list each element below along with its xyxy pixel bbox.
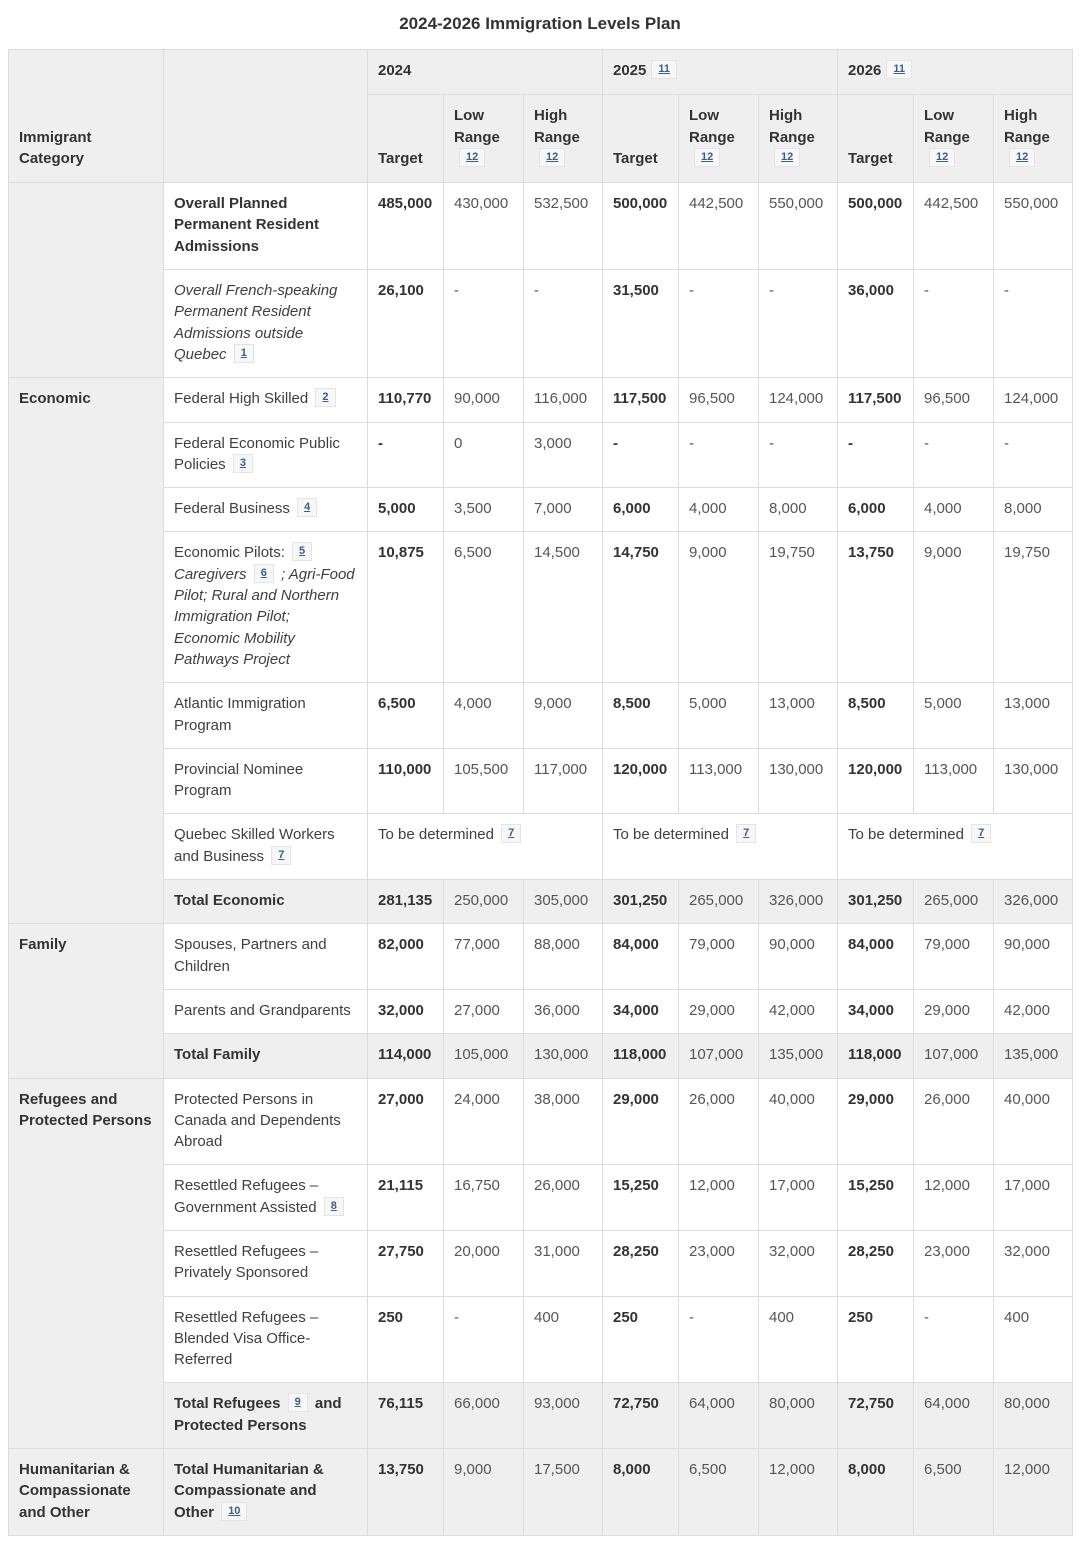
range-cell: 9,000 (524, 683, 603, 749)
target-cell: 110,770 (368, 378, 444, 422)
range-cell: 135,000 (994, 1034, 1073, 1078)
col-header-target: Target (368, 95, 444, 183)
range-cell: 4,000 (444, 683, 524, 749)
category-cell (9, 183, 164, 378)
target-cell: - (603, 422, 679, 488)
target-cell: 10,875 (368, 532, 444, 683)
range-cell: 40,000 (759, 1078, 838, 1165)
table-row (9, 270, 1073, 378)
target-cell: 76,115 (368, 1383, 444, 1449)
col-header-high-range: High Range 12 (759, 95, 838, 183)
range-cell: 90,000 (444, 378, 524, 422)
footnote-link-6[interactable]: 6 (254, 564, 274, 583)
row-label-cell (164, 1034, 368, 1078)
range-cell: 400 (994, 1296, 1073, 1383)
range-cell: 90,000 (994, 924, 1073, 990)
range-cell: - (994, 270, 1073, 378)
col-header-high-range: High Range 12 (524, 95, 603, 183)
range-cell: 116,000 (524, 378, 603, 422)
row-label-cell (164, 270, 368, 378)
table-body (9, 183, 1073, 1536)
range-cell: 135,000 (759, 1034, 838, 1078)
range-cell: 8,000 (759, 488, 838, 532)
range-cell: 26,000 (524, 1165, 603, 1231)
table-row (9, 1230, 1073, 1296)
range-cell: 23,000 (679, 1230, 759, 1296)
target-cell: 250 (838, 1296, 914, 1383)
range-cell: 77,000 (444, 924, 524, 990)
category-cell: Refugees and Protected Persons (9, 1078, 164, 1449)
range-cell: - (679, 270, 759, 378)
range-cell: - (679, 1296, 759, 1383)
row-label-cell (164, 1165, 368, 1231)
range-cell: 29,000 (914, 989, 994, 1033)
range-cell: 24,000 (444, 1078, 524, 1165)
range-cell: - (759, 270, 838, 378)
target-cell: 250 (603, 1296, 679, 1383)
target-cell: 84,000 (603, 924, 679, 990)
label-text: Caregivers (174, 565, 251, 583)
col-header-low-range: Low Range 12 (444, 95, 524, 183)
target-cell: 72,750 (838, 1383, 914, 1449)
range-cell: 117,000 (524, 748, 603, 814)
range-cell: 19,750 (994, 532, 1073, 683)
row-label-cell (164, 532, 368, 683)
table-row (9, 989, 1073, 1033)
range-cell: 23,000 (914, 1230, 994, 1296)
range-cell: - (994, 422, 1073, 488)
target-cell: 15,250 (838, 1165, 914, 1231)
table-header (9, 50, 1073, 183)
range-cell: 7,000 (524, 488, 603, 532)
target-cell: 120,000 (603, 748, 679, 814)
range-cell: 326,000 (759, 880, 838, 924)
label-text: Spouses, Partners and Children (174, 936, 327, 975)
row-label-cell (164, 989, 368, 1033)
range-cell: 113,000 (679, 748, 759, 814)
col-header-high-range: High Range 12 (994, 95, 1073, 183)
target-cell: 110,000 (368, 748, 444, 814)
range-cell: 19,750 (759, 532, 838, 683)
range-cell: 442,500 (679, 183, 759, 270)
range-cell: - (524, 270, 603, 378)
target-cell: 84,000 (838, 924, 914, 990)
table-row (9, 748, 1073, 814)
category-cell: Family (9, 924, 164, 1078)
footnote-link-12[interactable]: 12 (929, 148, 955, 167)
label-text: Total Family (174, 1046, 261, 1064)
range-cell: 130,000 (524, 1034, 603, 1078)
table-row (9, 1078, 1073, 1165)
target-cell: 8,500 (838, 683, 914, 749)
target-cell: 118,000 (603, 1034, 679, 1078)
range-cell: 13,000 (994, 683, 1073, 749)
target-cell: 6,000 (603, 488, 679, 532)
range-cell: 532,500 (524, 183, 603, 270)
target-cell: 8,000 (838, 1449, 914, 1536)
tbd-cell: To be determined 7 (838, 814, 1073, 880)
target-cell: 28,250 (838, 1230, 914, 1296)
table-row (9, 532, 1073, 683)
target-cell: 301,250 (603, 880, 679, 924)
target-cell: 82,000 (368, 924, 444, 990)
row-label-cell (164, 1296, 368, 1383)
range-cell: 14,500 (524, 532, 603, 683)
range-cell: 79,000 (914, 924, 994, 990)
year-label: 2026 (848, 62, 882, 79)
row-label-cell (164, 488, 368, 532)
header-row-years (9, 50, 1073, 95)
range-cell: 0 (444, 422, 524, 488)
table-row (9, 1165, 1073, 1231)
col-header-target: Target (603, 95, 679, 183)
range-cell: 17,500 (524, 1449, 603, 1536)
range-cell: 400 (759, 1296, 838, 1383)
table-row (9, 880, 1073, 924)
range-cell: 124,000 (994, 378, 1073, 422)
range-cell: 80,000 (994, 1383, 1073, 1449)
range-cell: 6,500 (914, 1449, 994, 1536)
range-cell: 8,000 (994, 488, 1073, 532)
tbd-cell: To be determined 7 (368, 814, 603, 880)
range-cell: 130,000 (994, 748, 1073, 814)
footnote-link-9[interactable]: 9 (288, 1393, 308, 1412)
row-label-cell (164, 1078, 368, 1165)
label-text: Overall French-speaking Permanent Resident Admissions outside Quebec (174, 282, 338, 363)
range-cell: - (444, 270, 524, 378)
footnote-link-11[interactable]: 11 (651, 60, 677, 79)
footnote-link-12[interactable]: 12 (539, 148, 565, 167)
range-cell: 124,000 (759, 378, 838, 422)
footnote-link-7[interactable]: 7 (971, 824, 991, 843)
footnote-link-8[interactable]: 8 (324, 1197, 344, 1216)
range-cell: - (914, 1296, 994, 1383)
range-cell: 80,000 (759, 1383, 838, 1449)
range-cell: 27,000 (444, 989, 524, 1033)
category-cell: Humanitarian & Compassionate and Other (9, 1449, 164, 1536)
target-cell: 31,500 (603, 270, 679, 378)
label-text: ; Agri-Food Pilot; Rural and Northern Immigration Pilot; Economic Mobility Pathways Project (174, 565, 355, 668)
range-cell: 6,500 (444, 532, 524, 683)
target-cell: 118,000 (838, 1034, 914, 1078)
range-cell: - (914, 270, 994, 378)
label-text: Quebec Skilled Workers and Business (174, 826, 335, 865)
label-text: Resettled Refugees – Blended Visa Office-Referred (174, 1308, 319, 1369)
range-cell: 442,500 (914, 183, 994, 270)
range-cell: 5,000 (679, 683, 759, 749)
row-label-cell (164, 1230, 368, 1296)
range-cell: 17,000 (759, 1165, 838, 1231)
range-cell: 26,000 (914, 1078, 994, 1165)
range-cell: 29,000 (679, 989, 759, 1033)
range-cell: 326,000 (994, 880, 1073, 924)
label-text: Resettled Refugees – Government Assisted (174, 1177, 321, 1216)
label-text: Total Refugees (174, 1395, 285, 1413)
range-cell: - (679, 422, 759, 488)
footnote-link-4[interactable]: 4 (297, 498, 317, 517)
table-row (9, 1449, 1073, 1536)
range-cell: 430,000 (444, 183, 524, 270)
range-cell: 400 (524, 1296, 603, 1383)
table-row (9, 1296, 1073, 1383)
target-cell: 13,750 (368, 1449, 444, 1536)
footnote-link-12[interactable]: 12 (1009, 148, 1035, 167)
range-cell: 12,000 (759, 1449, 838, 1536)
range-cell: 12,000 (679, 1165, 759, 1231)
footnote-link-10[interactable]: 10 (221, 1502, 247, 1521)
range-cell: 265,000 (679, 880, 759, 924)
range-cell: 32,000 (994, 1230, 1073, 1296)
row-label-cell (164, 748, 368, 814)
range-cell: 90,000 (759, 924, 838, 990)
row-label-cell (164, 880, 368, 924)
target-cell: 120,000 (838, 748, 914, 814)
year-label: 2024 (378, 62, 412, 79)
range-cell: 105,500 (444, 748, 524, 814)
target-cell: - (838, 422, 914, 488)
target-cell: 28,250 (603, 1230, 679, 1296)
spacer-header (164, 50, 368, 183)
table-row (9, 683, 1073, 749)
table-row (9, 924, 1073, 990)
range-cell: 550,000 (994, 183, 1073, 270)
range-cell: 13,000 (759, 683, 838, 749)
range-cell: 79,000 (679, 924, 759, 990)
target-cell: 250 (368, 1296, 444, 1383)
range-cell: 4,000 (914, 488, 994, 532)
table-row (9, 1034, 1073, 1078)
target-cell: - (368, 422, 444, 488)
label-text: Atlantic Immigration Program (174, 695, 306, 734)
label-text: Economic Pilots: (174, 544, 290, 562)
range-cell: - (914, 422, 994, 488)
range-cell: - (444, 1296, 524, 1383)
col-header-low-range: Low Range 12 (679, 95, 759, 183)
range-cell: 3,500 (444, 488, 524, 532)
label-text: Resettled Refugees – Privately Sponsored (174, 1242, 319, 1282)
range-cell: 66,000 (444, 1383, 524, 1449)
range-cell: 305,000 (524, 880, 603, 924)
col-header-low-range: Low Range 12 (914, 95, 994, 183)
range-cell: 6,500 (679, 1449, 759, 1536)
label-text: Parents and Grandparents (174, 1001, 351, 1019)
row-label-cell (164, 183, 368, 270)
range-cell: 12,000 (914, 1165, 994, 1231)
target-cell: 32,000 (368, 989, 444, 1033)
range-cell: 64,000 (679, 1383, 759, 1449)
range-cell: 130,000 (759, 748, 838, 814)
corner-header-immigrant-category: Immigrant Category (9, 50, 164, 183)
footnote-link-7[interactable]: 7 (271, 846, 291, 865)
footnote-link-7[interactable]: 7 (736, 824, 756, 843)
target-cell: 117,500 (603, 378, 679, 422)
table-row (9, 1383, 1073, 1449)
target-cell: 117,500 (838, 378, 914, 422)
range-cell: 9,000 (914, 532, 994, 683)
target-cell: 8,000 (603, 1449, 679, 1536)
target-cell: 72,750 (603, 1383, 679, 1449)
range-cell: 16,750 (444, 1165, 524, 1231)
range-cell: 40,000 (994, 1078, 1073, 1165)
footnote-link-7[interactable]: 7 (501, 824, 521, 843)
row-label-cell (164, 924, 368, 990)
footnote-link-5[interactable]: 5 (292, 542, 312, 561)
table-row (9, 378, 1073, 422)
range-cell: 38,000 (524, 1078, 603, 1165)
label-text: and Protected Persons (174, 1395, 342, 1434)
target-cell: 27,000 (368, 1078, 444, 1165)
range-cell: 31,000 (524, 1230, 603, 1296)
row-label-cell (164, 378, 368, 422)
year-header-2024 (368, 50, 603, 95)
target-cell: 6,500 (368, 683, 444, 749)
range-cell: 36,000 (524, 989, 603, 1033)
col-header-target: Target (838, 95, 914, 183)
range-cell: 265,000 (914, 880, 994, 924)
target-cell: 281,135 (368, 880, 444, 924)
table-row (9, 422, 1073, 488)
range-cell: 3,000 (524, 422, 603, 488)
range-cell: 113,000 (914, 748, 994, 814)
footnote-link-3[interactable]: 3 (233, 454, 253, 473)
footnote-link-2[interactable]: 2 (315, 388, 335, 407)
table-row (9, 488, 1073, 532)
range-cell: 9,000 (444, 1449, 524, 1536)
range-cell: 88,000 (524, 924, 603, 990)
footnote-link-11[interactable]: 11 (886, 60, 912, 79)
footnote-link-1[interactable]: 1 (234, 344, 254, 363)
range-cell: 93,000 (524, 1383, 603, 1449)
target-cell: 8,500 (603, 683, 679, 749)
target-cell: 26,100 (368, 270, 444, 378)
range-cell: 4,000 (679, 488, 759, 532)
range-cell: 12,000 (994, 1449, 1073, 1536)
range-cell: 107,000 (914, 1034, 994, 1078)
label-text: Total Economic (174, 892, 285, 910)
range-cell: 107,000 (679, 1034, 759, 1078)
label-text: Total Humanitarian & Compassionate and Other (174, 1461, 324, 1521)
row-label-cell (164, 1383, 368, 1449)
range-cell: 64,000 (914, 1383, 994, 1449)
target-cell: 29,000 (603, 1078, 679, 1165)
page-title: 2024-2026 Immigration Levels Plan (399, 14, 681, 33)
year-label: 2025 (613, 62, 647, 79)
range-cell: 17,000 (994, 1165, 1073, 1231)
range-cell: 32,000 (759, 1230, 838, 1296)
page (8, 14, 1072, 1536)
target-cell: 6,000 (838, 488, 914, 532)
category-cell: Economic (9, 378, 164, 924)
label-text: Overall Planned Permanent Resident Admissions (174, 195, 320, 255)
range-cell: 26,000 (679, 1078, 759, 1165)
target-cell: 21,115 (368, 1165, 444, 1231)
range-cell: 42,000 (759, 989, 838, 1033)
range-cell: 96,500 (679, 378, 759, 422)
target-cell: 5,000 (368, 488, 444, 532)
year-header-2026 (838, 50, 1073, 95)
target-cell: 34,000 (603, 989, 679, 1033)
target-cell: 34,000 (838, 989, 914, 1033)
target-cell: 485,000 (368, 183, 444, 270)
target-cell: 15,250 (603, 1165, 679, 1231)
range-cell: 550,000 (759, 183, 838, 270)
label-text: Federal High Skilled (174, 390, 313, 408)
tbd-cell: To be determined 7 (603, 814, 838, 880)
row-label-cell (164, 814, 368, 880)
range-cell: 20,000 (444, 1230, 524, 1296)
label-text: Provincial Nominee Program (174, 760, 304, 800)
footnote-link-12[interactable]: 12 (694, 148, 720, 167)
immigration-levels-table (8, 49, 1073, 1536)
label-text: Federal Economic Public Policies (174, 434, 340, 473)
range-cell: 105,000 (444, 1034, 524, 1078)
label-text: Protected Persons in Canada and Dependents Abroad (174, 1090, 341, 1151)
target-cell: 500,000 (838, 183, 914, 270)
target-cell: 13,750 (838, 532, 914, 683)
label-text: Federal Business (174, 500, 295, 518)
range-cell: 250,000 (444, 880, 524, 924)
target-cell: 29,000 (838, 1078, 914, 1165)
range-cell: 96,500 (914, 378, 994, 422)
target-cell: 27,750 (368, 1230, 444, 1296)
table-row (9, 814, 1073, 880)
row-label-cell (164, 422, 368, 488)
range-cell: 42,000 (994, 989, 1073, 1033)
row-label-cell (164, 683, 368, 749)
target-cell: 301,250 (838, 880, 914, 924)
target-cell: 36,000 (838, 270, 914, 378)
footnote-link-12[interactable]: 12 (459, 148, 485, 167)
range-cell: - (759, 422, 838, 488)
footnote-link-12[interactable]: 12 (774, 148, 800, 167)
target-cell: 14,750 (603, 532, 679, 683)
row-label-cell (164, 1449, 368, 1536)
range-cell: 9,000 (679, 532, 759, 683)
table-row (9, 183, 1073, 270)
year-header-2025 (603, 50, 838, 95)
target-cell: 500,000 (603, 183, 679, 270)
range-cell: 5,000 (914, 683, 994, 749)
target-cell: 114,000 (368, 1034, 444, 1078)
